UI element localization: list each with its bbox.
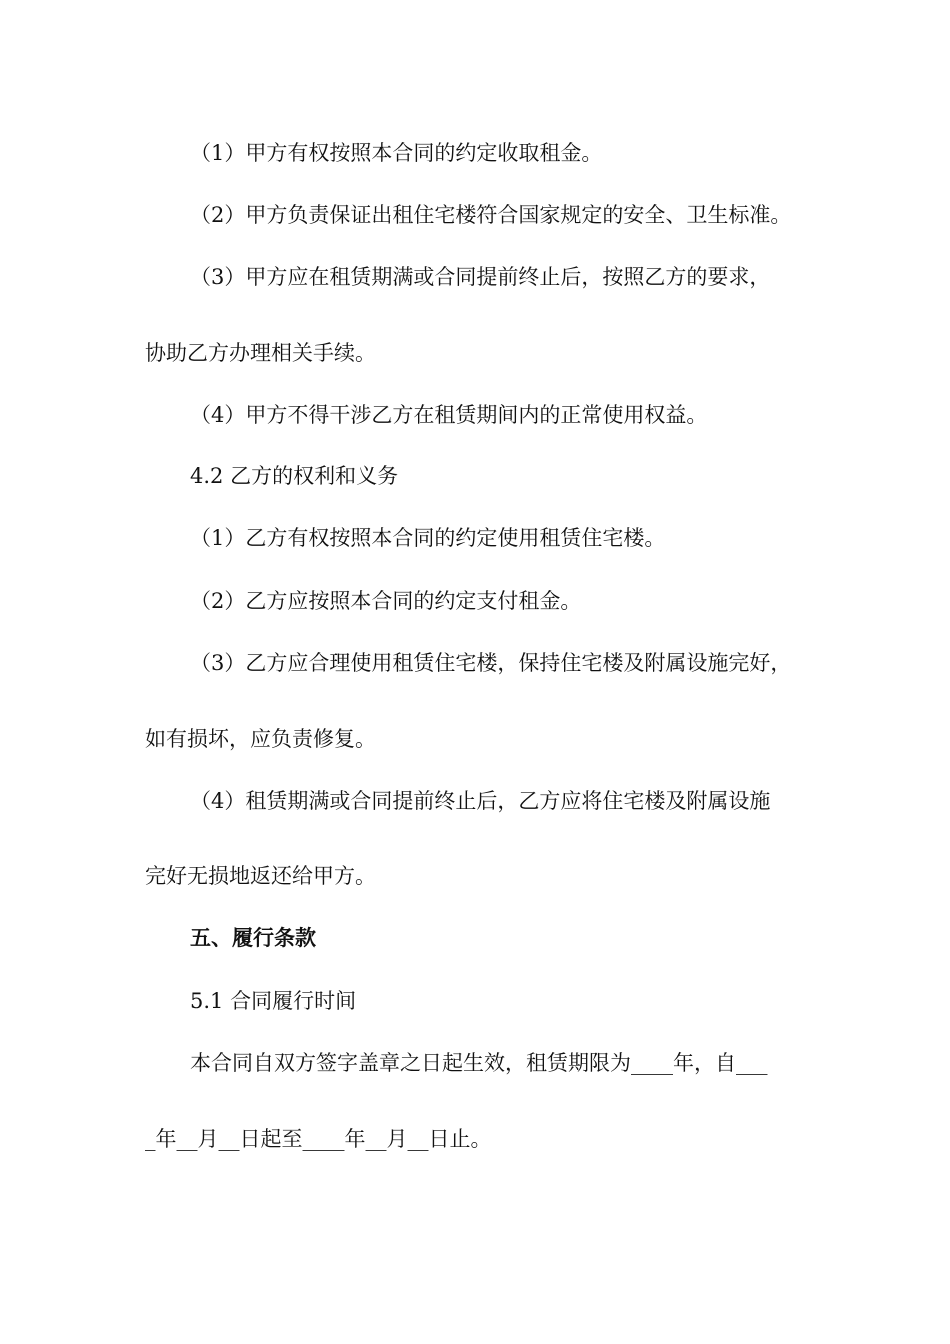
- clause-party-b-1: （1）乙方有权按照本合同的约定使用租赁住宅楼。: [190, 526, 666, 550]
- clause-party-a-3-cont: 协助乙方办理相关手续。: [145, 341, 376, 365]
- clause-party-b-4-cont: 完好无损地返还给甲方。: [145, 864, 376, 888]
- performance-term-line-2: _年__月__日起至____年__月__日止。: [145, 1127, 492, 1151]
- clause-party-b-3: （3）乙方应合理使用租赁住宅楼，保持住宅楼及附属设施完好，: [190, 651, 792, 675]
- clause-party-a-2: （2）甲方负责保证出租住宅楼符合国家规定的安全、卫生标准。: [190, 203, 792, 227]
- clause-party-a-1: （1）甲方有权按照本合同的约定收取租金。: [190, 141, 603, 165]
- clause-party-b-2: （2）乙方应按照本合同的约定支付租金。: [190, 589, 582, 613]
- performance-term-line-1: 本合同自双方签字盖章之日起生效，租赁期限为____年，自___: [190, 1051, 768, 1075]
- clause-party-a-4: （4）甲方不得干涉乙方在租赁期间内的正常使用权益。: [190, 403, 708, 427]
- clause-party-b-3-cont: 如有损坏，应负责修复。: [145, 727, 376, 751]
- clause-party-a-3: （3）甲方应在租赁期满或合同提前终止后，按照乙方的要求，: [190, 265, 771, 289]
- section-heading-5-1: 5.1 合同履行时间: [190, 989, 357, 1013]
- chapter-heading-5: 五、履行条款: [190, 926, 316, 950]
- clause-party-b-4: （4）租赁期满或合同提前终止后，乙方应将住宅楼及附属设施: [190, 789, 771, 813]
- section-heading-4-2: 4.2 乙方的权利和义务: [190, 464, 399, 488]
